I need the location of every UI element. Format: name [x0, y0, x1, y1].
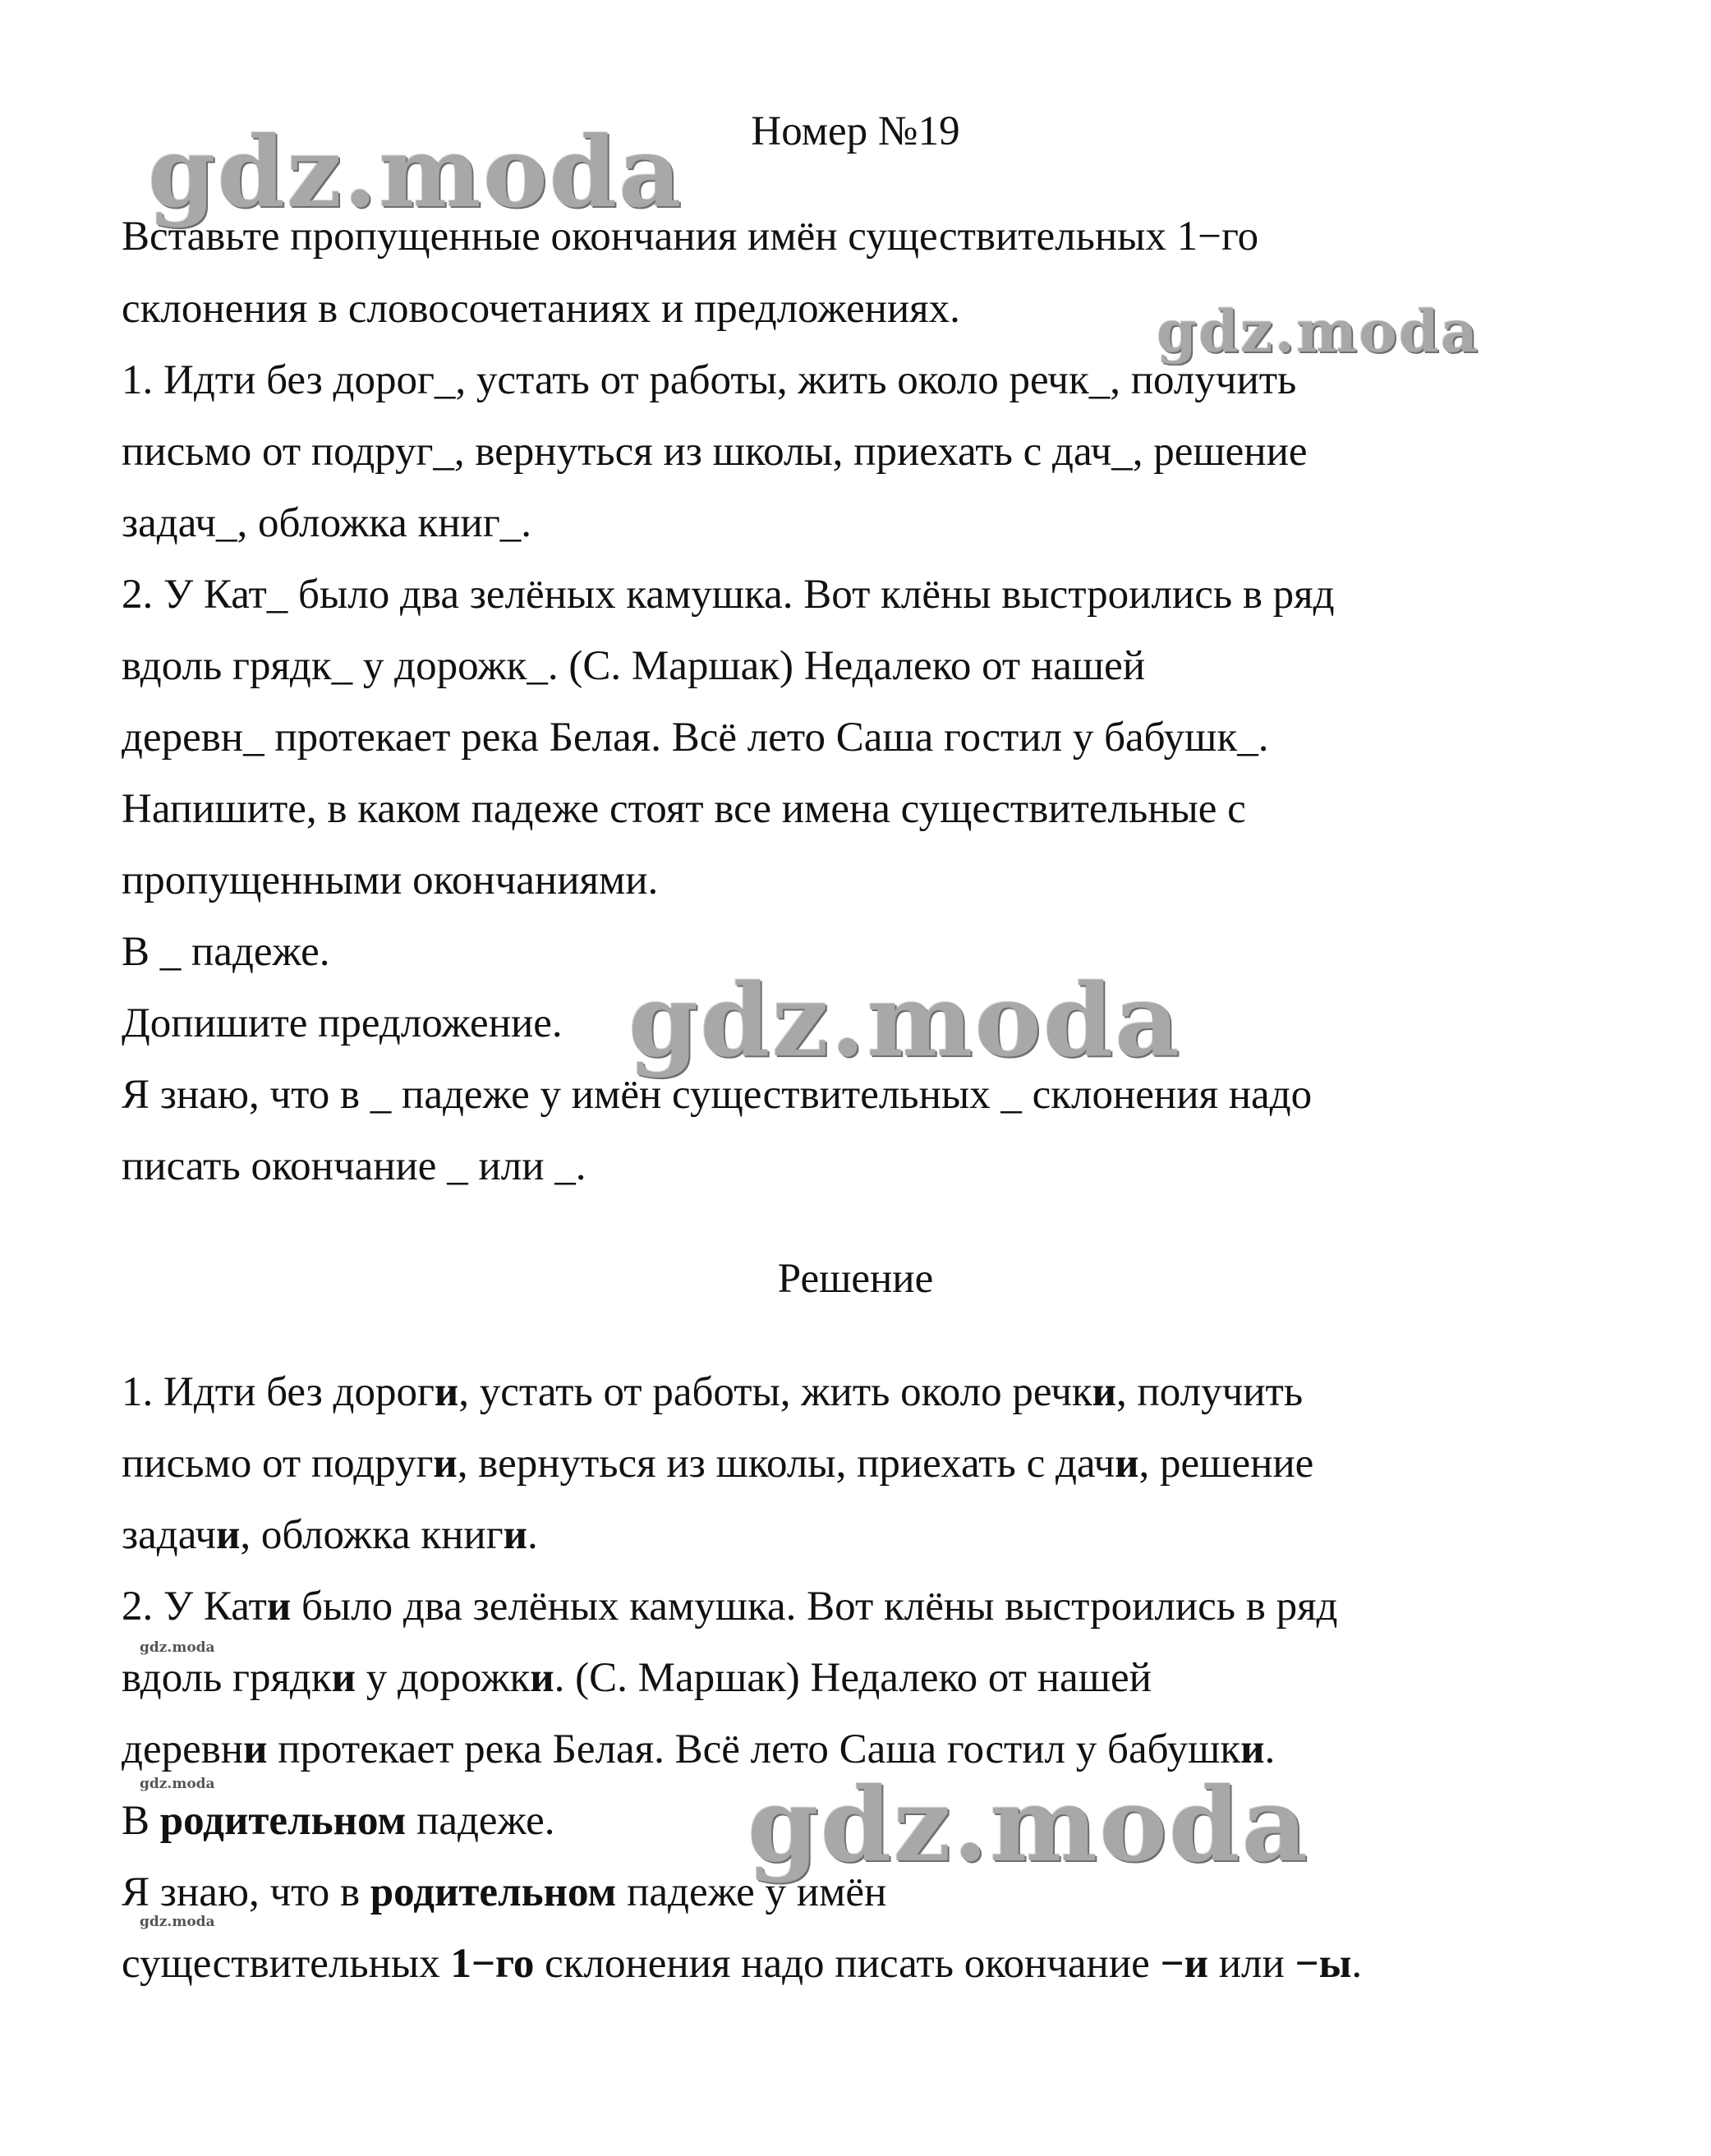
solution-line-1: 1. Идти без дороги, устать от работы, жить около речки, получить [122, 1369, 1304, 1415]
watermark-small: gdz.moda [140, 1914, 215, 1930]
page-title: Номер №19 [751, 108, 960, 154]
task-line-9: Напишите, в каком падеже стоят все имена существительные с [122, 786, 1246, 832]
watermark-logo: gdz.moda [148, 115, 683, 229]
task-line-10: пропущенными окончаниями. [122, 857, 659, 903]
solution-heading: Решение [777, 1256, 934, 1302]
task-line-4: письмо от подруг_, вернуться из школы, приехать с дач_, решение [122, 429, 1308, 475]
task-line-13: Я знаю, что в _ падеже у имён существительных _ склонения надо [122, 1072, 1313, 1118]
solution-line-4: 2. У Кати было два зелёных камушка. Вот клёны выстроились в ряд [122, 1584, 1338, 1630]
solution-line-5: вдоль грядки у дорожки. (С. Маршак) Недалеко от нашей [122, 1655, 1152, 1701]
watermark-small: gdz.moda [140, 1776, 215, 1792]
solution-line-9: существительных 1−го склонения надо писать окончание −и или −ы. [122, 1941, 1363, 1987]
task-line-11: В _ падеже. [122, 929, 330, 975]
task-line-5: задач_, обложка книг_. [122, 500, 531, 546]
task-line-1: Вставьте пропущенные окончания имён существительных 1−го [122, 214, 1259, 260]
task-line-2: склонения в словосочетаниях и предложениях. [122, 286, 960, 332]
solution-line-8: Я знаю, что в родительном падеже у имён [122, 1869, 887, 1915]
watermark-logo: gdz.moda [1157, 297, 1480, 365]
task-line-7: вдоль грядк_ у дорожк_. (С. Маршак) Недалеко от нашей [122, 643, 1146, 689]
task-line-3: 1. Идти без дорог_, устать от работы, жить около речк_, получить [122, 357, 1297, 403]
task-line-6: 2. У Кат_ было два зелёных камушка. Вот клёны выстроились в ряд [122, 572, 1335, 618]
solution-line-3: задачи, обложка книги. [122, 1512, 538, 1558]
watermark-logo: gdz.moda [628, 961, 1182, 1079]
solution-line-2: письмо от подруги, вернуться из школы, приехать с дачи, решение [122, 1441, 1314, 1487]
solution-line-7: В родительном падеже. [122, 1798, 555, 1844]
solution-line-6: деревни протекает река Белая. Всё лето Саша гостил у бабушки. [122, 1726, 1276, 1772]
watermark-small: gdz.moda [140, 1639, 215, 1656]
task-line-8: деревн_ протекает река Белая. Всё лето Саша гостил у бабушк_. [122, 715, 1269, 761]
task-line-14: писать окончание _ или _. [122, 1143, 586, 1189]
watermark-logo: gdz.moda [747, 1766, 1309, 1885]
task-line-12: Допишите предложение. [122, 1000, 563, 1046]
